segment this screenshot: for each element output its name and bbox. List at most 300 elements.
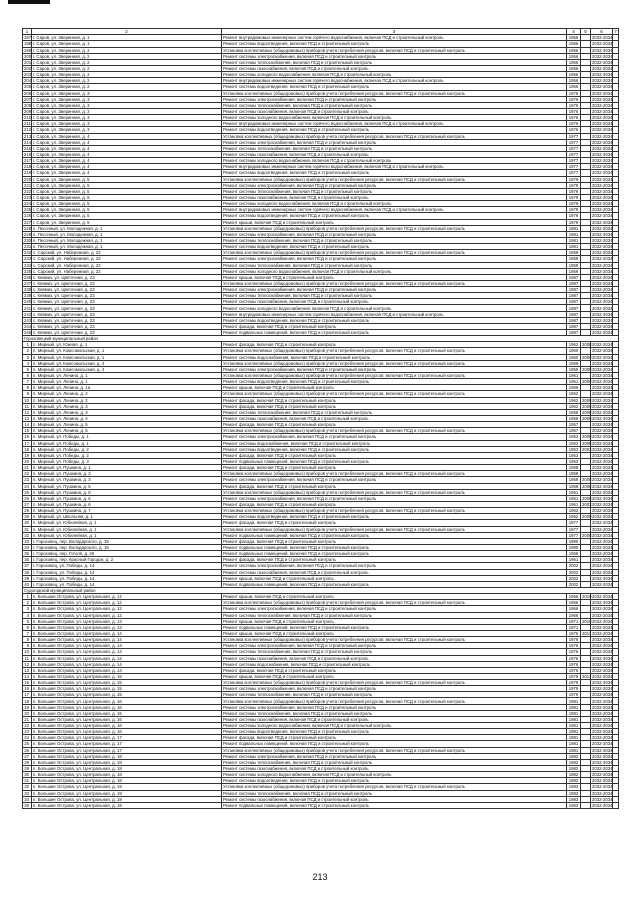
last-repair-year-cell: 2008 [582, 366, 592, 372]
work-type-cell: Ремонт фасада, включая ПСД и строительный контроль [222, 501, 567, 507]
build-year-cell: 1966 [567, 600, 581, 606]
header-cell: 4 [567, 29, 581, 35]
address-cell: п. Большие Острова, ул. Центральная, д. 16 [32, 729, 222, 735]
work-type-cell: Установка коллективных (общедомовых) приборов учета потребления ресурсов, включая ПСД и строительный контроль [222, 373, 567, 379]
work-type-cell: Ремонт системы водоснабжения, включая ПСД и строительный контроль [222, 354, 567, 360]
planned-period-cell: 2032-2034 [592, 250, 613, 256]
planned-period-cell: 2032-2034 [592, 551, 613, 557]
work-type-cell: Ремонт фасада, включая ПСД и строительный контроль [222, 403, 567, 409]
work-type-cell: Установка коллективных (общедомовых) приборов учета потребления ресурсов, включая ПСД и строительный контроль [222, 47, 567, 53]
address-cell: п. Мирный, ул. Победы, д. 1 [32, 440, 222, 446]
planned-period-cell: 2032-2034 [592, 237, 613, 243]
address-cell: г. Саров, ул. Зверинная, д. 5 [32, 194, 222, 200]
planned-period-cell: 2032-2034 [592, 299, 613, 305]
address-cell: г. Гороховец, ул. Победы, д. 14 [32, 569, 222, 575]
work-type-cell: Ремонт фасада, включая ПСД и строительный контроль [222, 557, 567, 563]
build-year-cell: 1981 [567, 716, 581, 722]
work-type-cell: Ремонт внутридомовых инженерных систем горячего водоснабжения, включая ПСД и строительный контроль [222, 35, 567, 41]
header-cell: 1 [23, 29, 32, 35]
address-cell: п. Большие Острова, ул. Центральная, д. 14 [32, 667, 222, 673]
planned-period-cell: 2032-2034 [592, 102, 613, 108]
work-type-cell: Ремонт системы газоснабжения, включая ПСД и строительный контроль [222, 569, 567, 575]
build-year-cell: 2002 [567, 581, 581, 587]
address-cell: п. Большие Острова, ул. Центральная, д. 14 [32, 630, 222, 636]
row-number: 15 [23, 428, 32, 434]
build-year-cell: 1982 [567, 759, 581, 765]
row-number: 212 [24, 127, 32, 133]
build-year-cell: 1976 [567, 127, 581, 133]
row-number: 218 [24, 164, 32, 170]
build-year-cell: 1990 [567, 544, 581, 550]
build-year-cell: 1987 [567, 293, 581, 299]
build-year-cell: 1971 [567, 618, 581, 624]
address-cell: п. Мирный, ул. Ленина, д. 5 [32, 428, 222, 434]
planned-period-cell: 2032-2034 [592, 311, 613, 317]
row-number: 235 [24, 268, 32, 274]
planned-period-cell: 2032-2034 [592, 379, 613, 385]
build-year-cell: 1982 [567, 778, 581, 784]
row-number: 18 [23, 698, 32, 704]
address-cell: г. Саров, ул. Зверинная, д. 4 [32, 170, 222, 176]
address-cell: п. Мирный, ул. Ленина, д. 1 [32, 379, 222, 385]
address-cell: г. Саров, ул. Зверинная, д. 3 [32, 108, 222, 114]
work-type-cell: Ремонт подвальных помещений, включая ПСД и строительный контроль [222, 544, 567, 550]
planned-period-cell: 2032-2034 [592, 397, 613, 403]
work-type-cell: Ремонт системы холодного водоснабжения, включая ПСД и строительный контроль [222, 115, 567, 121]
address-cell: п. Большие Острова, ул. Центральная, д. 18 [32, 759, 222, 765]
planned-period-cell: 2032-2034 [592, 563, 613, 569]
build-year-cell: 2002 [567, 569, 581, 575]
row-number: 27 [23, 753, 32, 759]
row-number: 201 [24, 59, 32, 65]
planned-period-cell: 2032-2034 [592, 502, 613, 507]
address-cell: п. Мирный, ул. Ленина, д. 2 [32, 397, 222, 403]
build-year-cell: 1956 [567, 72, 581, 78]
last-repair-year-cell: 2008 [582, 342, 592, 348]
row-number: 22 [23, 471, 32, 477]
work-type-cell: Установка коллективных (общедомовых) приборов учета потребления ресурсов, включая ПСД и строительный контроль [222, 133, 567, 139]
planned-period-cell: 2032-2034 [592, 330, 613, 336]
planned-period-cell: 2032-2034 [592, 207, 613, 213]
address-cell: г. Гороховец, пер. Красный Городок, д. 2 [32, 557, 222, 563]
build-year-cell: 1956 [567, 59, 581, 65]
build-year-cell: 1959 [567, 262, 581, 268]
address-cell: п. Песочный, ул. Молодежная, д. 1 [32, 244, 222, 250]
work-type-cell: Ремонт системы водоотведения, включая ПСД и строительный контроль [222, 317, 567, 323]
build-year-cell: 1953 [567, 434, 581, 440]
work-type-cell: Ремонт крыши, включая ПСД и строительный контроль [222, 219, 567, 225]
planned-period-cell: 2032-2034 [592, 305, 613, 311]
row-number: 225 [24, 207, 32, 213]
address-cell: п. Большие Острова, ул. Центральная, д. 18 [32, 778, 222, 784]
work-type-cell: Ремонт системы водоснабжения, включая ПСД и строительный контроль [222, 440, 567, 446]
work-type-cell: Ремонт системы водоотведения, включая ПСД и строительный контроль [222, 213, 567, 219]
work-type-cell: Ремонт фасада, включая ПСД и строительный контроль [222, 520, 567, 526]
planned-period-cell: 2032-2034 [592, 465, 613, 471]
planned-period-cell: 2032-2034 [592, 53, 613, 59]
row-number: 25 [23, 741, 32, 747]
work-type-cell: Ремонт системы электроснабжения, включая ПСД и строительный контроль [222, 477, 567, 483]
address-cell: г. Саров, ул. Зверинная, д. 2 [32, 72, 222, 78]
build-year-cell: 1962 [567, 342, 581, 348]
address-cell: г. Саров, ул. Зверинная, д. 5 [32, 182, 222, 188]
planned-period-cell: 2032-2034 [592, 483, 613, 489]
build-year-cell: 1958 [567, 471, 581, 477]
address-cell: п. Песочный, ул. Молодежная, д. 1 [32, 225, 222, 231]
row-number: 10 [23, 649, 32, 655]
work-type-cell: Установка коллективных (общедомовых) приборов учета потребления ресурсов, включая ПСД и строительный контроль [222, 391, 567, 397]
planned-period-cell: 2032-2034 [592, 354, 613, 360]
build-year-cell: 1966 [567, 594, 581, 600]
planned-period-cell: 2032-2034 [592, 735, 613, 741]
work-type-cell: Установка коллективных (общедомовых) приборов учета потребления ресурсов, включая ПСД и строительный контроль [222, 250, 567, 256]
row-number: 215 [24, 145, 32, 151]
row-number: 210 [24, 115, 32, 121]
planned-period-cell: 2032-2034 [592, 772, 613, 778]
work-type-cell: Ремонт системы электроснабжения, включая ПСД и строительный контроль [222, 753, 567, 759]
row-number: 38 [23, 569, 32, 575]
planned-period-cell: 2032-2034 [592, 692, 613, 698]
row-number: 34 [23, 544, 32, 550]
planned-period-cell: 2032-2034 [592, 753, 613, 759]
row-number: 244 [24, 323, 32, 329]
planned-period-cell: 2032-2034 [592, 477, 613, 483]
planned-period-cell: 2032-2034 [592, 127, 613, 133]
build-year-cell: 1987 [567, 299, 581, 305]
build-year-cell: 1976 [567, 643, 581, 649]
address-cell: г. Гороховец, ул. Победы, д. 14 [32, 563, 222, 569]
work-type-cell: Ремонт крыши, включая ПСД и строительный контроль [222, 274, 567, 280]
header-cell: 2 [32, 29, 222, 35]
address-cell: с. Кевмиз, ул. Цветочная, д. 23 [32, 330, 222, 336]
planned-period-cell: 2032-2034 [592, 201, 613, 207]
address-cell: г. Саров, ул. Зверинная, д. 1 [32, 35, 222, 41]
row-number: 33 [23, 538, 32, 544]
build-year-cell: 1966 [567, 385, 581, 391]
build-year-cell: 1979 [567, 182, 581, 188]
planned-period-cell: 2032-2034 [592, 514, 613, 520]
build-year-cell: 1982 [567, 772, 581, 778]
row-number: 238 [24, 287, 32, 293]
build-year-cell: 1981 [567, 237, 581, 243]
work-type-cell: Ремонт системы водоотведения, включая ПСД и строительный контроль [222, 379, 567, 385]
address-cell: п. Мирный, ул. Комсомольская, д. 1 [32, 348, 222, 354]
row-number: 13 [23, 667, 32, 673]
build-year-cell: 1953 [567, 440, 581, 446]
build-year-cell: 1981 [567, 698, 581, 704]
empty-cell [613, 802, 619, 808]
planned-period-cell: 2032-2034 [592, 489, 613, 495]
build-year-cell: 1958 [567, 416, 581, 422]
work-type-cell: Ремонт системы теплоснабжения, включая ПСД и строительный контроль [222, 710, 567, 716]
address-cell: г. Гороховец, пер. Володарского, д. 15 [32, 538, 222, 544]
planned-period-cell: 2032-2034 [592, 759, 613, 765]
build-year-cell: 1953 [567, 446, 581, 452]
work-type-cell: Ремонт системы газоснабжения, включая ПСД и строительный контроль [222, 766, 567, 772]
build-year-cell: 1961 [567, 489, 581, 495]
work-type-cell: Ремонт системы теплоснабжения, включая ПСД и строительный контроль [222, 237, 567, 243]
planned-period-cell: 2032-2034 [592, 710, 613, 716]
row-number: 36 [23, 557, 32, 563]
row-number: 226 [24, 213, 32, 219]
planned-period-cell: 2032-2034 [592, 194, 613, 200]
planned-period-cell: 2032-2034 [592, 526, 613, 532]
work-type-cell: Ремонт крыши, включая ПСД и строительный контроль [222, 385, 567, 391]
address-cell: п. Мирный, ул. Юбилейная, д. 1 [32, 526, 222, 532]
planned-period-cell: 2032-2034 [592, 581, 613, 587]
work-type-cell: Ремонт системы теплоснабжения, включая ПСД и строительный контроль [222, 59, 567, 65]
work-type-cell: Ремонт системы водоотведения, включая ПСД и строительный контроль [222, 778, 567, 784]
planned-period-cell: 2032-2034 [592, 741, 613, 747]
row-number: 40 [23, 581, 32, 587]
planned-period-cell: 2032-2034 [592, 416, 613, 422]
work-type-cell: Ремонт крыши, включая ПСД и строительный контроль [222, 673, 567, 679]
address-cell: г. Гороховец, ул. Победы, д. 14 [32, 575, 222, 581]
work-type-cell: Установка коллективных (общедомовых) приборов учета потребления ресурсов, включая ПСД и строительный контроль [222, 680, 567, 686]
planned-period-cell: 2032-2034 [592, 360, 613, 366]
row-number: 224 [24, 201, 32, 207]
planned-period-cell: 2032-2034 [592, 373, 613, 379]
row-number: 17 [23, 440, 32, 446]
planned-period-cell: 2032-2034 [592, 594, 613, 600]
work-type-cell: Ремонт системы электроснабжения, включая ПСД и строительный контроль [222, 366, 567, 372]
planned-period-cell: 2032-2034 [592, 434, 613, 440]
address-cell: п. Мирный, ул. Ленина, д. 4 [32, 416, 222, 422]
build-year-cell: 1976 [567, 108, 581, 114]
row-number: 12 [23, 661, 32, 667]
planned-period-cell: 2032-2034 [592, 115, 613, 121]
row-number: 14 [23, 673, 32, 679]
work-type-cell: Ремонт внутридомовых инженерных систем горячего водоснабжения, включая ПСД и строительный контроль [222, 164, 567, 170]
address-cell: п. Большие Острова, ул. Центральная, д. 12 [32, 594, 222, 600]
build-year-cell: 1958 [567, 477, 581, 483]
planned-period-cell: 2032-2034 [592, 66, 613, 72]
address-cell: п. Большие Острова, ул. Центральная, д. 16 [32, 698, 222, 704]
planned-period-cell: 2032-2034 [592, 280, 613, 286]
row-number: 19 [23, 704, 32, 710]
row-number: 200 [24, 53, 32, 59]
work-type-cell: Ремонт фасада, включая ПСД и строительный контроль [222, 323, 567, 329]
row-number: 24 [23, 735, 32, 741]
work-type-cell: Ремонт системы холодного водоснабжения, включая ПСД и строительный контроль [222, 158, 567, 164]
planned-period-cell: 2032-2034 [592, 649, 613, 655]
last-repair-year-cell: 2008 [582, 495, 592, 501]
planned-period-cell: 2032-2034 [592, 403, 613, 409]
row-number: 28 [23, 759, 32, 765]
planned-period-cell: 2032-2034 [592, 72, 613, 78]
address-cell: г. Саров, ул. Зверинная, д. 5 [32, 201, 222, 207]
build-year-cell: 1976 [567, 667, 581, 673]
planned-period-cell: 2032-2034 [592, 452, 613, 458]
build-year-cell: 1977 [567, 158, 581, 164]
last-repair-year-cell: 2010 [582, 594, 592, 600]
planned-period-cell: 2032-2034 [592, 790, 613, 796]
address-cell: п. Мирный, ул. Ленина, д. 5 [32, 422, 222, 428]
build-year-cell: 1960 [567, 354, 581, 360]
last-repair-year-cell: 2010 [582, 618, 592, 624]
address-cell: п. Большие Острова, ул. Центральная, д. 16 [32, 710, 222, 716]
row-number: 21 [23, 465, 32, 471]
row-number: 220 [24, 176, 32, 182]
work-type-cell: Установка коллективных (общедомовых) приборов учета потребления ресурсов, включая ПСД и строительный контроль [222, 428, 567, 434]
planned-period-cell: 2032-2034 [592, 219, 613, 225]
planned-period-cell: 2032-2034 [592, 84, 613, 90]
build-year-cell: 1959 [567, 366, 581, 372]
address-cell: п. Большие Острова, ул. Центральная, д. 16 [32, 723, 222, 729]
work-type-cell: Ремонт фасада, включая ПСД и строительный контроль [222, 465, 567, 471]
build-year-cell: 1957 [567, 422, 581, 428]
work-type-cell: Ремонт фасада, включая ПСД и строительный контроль [222, 422, 567, 428]
address-cell: с. Сарский, ул. Набережная, д. 22 [32, 262, 222, 268]
build-year-cell: 1976 [567, 90, 581, 96]
last-repair-year-cell [581, 802, 591, 808]
work-type-cell: Ремонт системы электроснабжения, включая ПСД и строительный контроль [222, 287, 567, 293]
planned-period-cell: 2032-2034 [592, 544, 613, 550]
build-year-cell: 1956 [567, 53, 581, 59]
row-number: 30 [23, 772, 32, 778]
work-type-cell: Ремонт системы теплоснабжения, включая ПСД и строительный контроль [222, 145, 567, 151]
build-year-cell: 1981 [567, 704, 581, 710]
planned-period-cell: 2032-2034 [592, 428, 613, 434]
build-year-cell: 1981 [567, 244, 581, 250]
address-cell: п. Большие Острова, ул. Центральная, д. 14 [32, 649, 222, 655]
row-number: 202 [24, 66, 32, 72]
work-type-cell: Ремонт системы газоснабжения, включая ПСД и строительный контроль [222, 108, 567, 114]
work-type-cell: Ремонт системы электроснабжения, включая ПСД и строительный контроль [222, 643, 567, 649]
address-cell: п. Большие Острова, ул. Центральная, д. 17 [32, 741, 222, 747]
planned-period-cell: 2032-2034 [592, 96, 613, 102]
address-cell: п. Большие Острова, ул. Центральная, д. 18 [32, 772, 222, 778]
build-year-cell: 1977 [567, 520, 581, 526]
row-number: 5 [23, 618, 32, 624]
address-cell: с. Кевмиз, ул. Цветочная, д. 23 [32, 287, 222, 293]
build-year-cell: 1981 [567, 729, 581, 735]
work-type-cell: Ремонт системы газоснабжения, включая ПСД и строительный контроль [222, 299, 567, 305]
work-type-cell: Ремонт подвальных помещений, включая ПСД и строительный контроль [222, 532, 567, 538]
build-year-cell: 1961 [567, 501, 581, 507]
planned-period-cell: 2032-2034 [592, 624, 613, 630]
planned-period-cell: 2032-2034 [592, 59, 613, 65]
planned-period-cell: 2032-2034 [592, 41, 613, 47]
address-cell: п. Большие Острова, ул. Центральная, д. 15 [32, 686, 222, 692]
work-type-cell: Ремонт системы теплоснабжения, включая ПСД и строительный контроль [222, 293, 567, 299]
planned-period-cell: 2032-2034 [592, 244, 613, 250]
last-repair-year-cell: 2008 [582, 483, 592, 489]
address-cell: г. Саров, ул. Зверинная, д. 5 [32, 219, 222, 225]
last-repair-year-cell: 2009 [582, 379, 592, 385]
build-year-cell: 1981 [567, 741, 581, 747]
work-type-cell: Ремонт системы теплоснабжения, включая ПСД и строительный контроль [222, 692, 567, 698]
row-number: 221 [24, 182, 32, 188]
row-number: 23 [23, 477, 32, 483]
work-type-cell: Установка коллективных (общедомовых) приборов учета потребления ресурсов, включая ПСД и строительный контроль [222, 360, 567, 366]
row-number: 30 [23, 520, 32, 526]
row-number: 29 [23, 514, 32, 520]
row-number: 239 [24, 293, 32, 299]
planned-period-cell: 2032-2034 [592, 164, 613, 170]
planned-period-cell: 2032-2034 [592, 802, 613, 808]
build-year-cell: 1976 [567, 102, 581, 108]
row-number: 27 [23, 501, 32, 507]
build-year-cell: 1968 [567, 551, 581, 557]
row-number: 208 [24, 102, 32, 108]
build-year-cell: 1977 [567, 145, 581, 151]
planned-period-cell: 2032-2034 [592, 557, 613, 563]
address-cell: г. Саров, ул. Зверинная, д. 1 [32, 41, 222, 47]
work-type-cell: Ремонт системы теплоснабжения, включая ПСД и строительный контроль [222, 759, 567, 765]
build-year-cell: 1962 [567, 391, 581, 397]
row-number: 11 [23, 403, 32, 409]
row-number: 219 [24, 170, 32, 176]
row-number: 2 [23, 600, 32, 606]
planned-period-cell: 2032-2034 [592, 176, 613, 182]
address-cell: г. Гороховец, ул. Победы, д. 14 [32, 581, 222, 587]
address-cell: п. Большие Острова, ул. Центральная, д. 19 [32, 796, 222, 802]
planned-period-cell: 2032-2034 [592, 342, 613, 348]
address-cell: п. Мирный, ул. Ленина, д. 1 [32, 373, 222, 379]
address-cell: п. Мирный, ул. Ленина, д. 1а [32, 385, 222, 391]
row-number: 29 [23, 766, 32, 772]
row-number: 9 [23, 391, 32, 397]
address-cell: п. Мирный, ул. Пушкина, д. 6 [32, 489, 222, 495]
address-cell: г. Саров, ул. Зверинная, д. 3 [32, 90, 222, 96]
build-year-cell: 1987 [567, 311, 581, 317]
row-number: 237 [24, 280, 32, 286]
planned-period-cell: 2032-2034 [592, 293, 613, 299]
build-year-cell: 2002 [567, 563, 581, 569]
planned-period-cell: 2032-2034 [592, 667, 613, 673]
row-number: 227 [24, 219, 32, 225]
build-year-cell: 1981 [567, 225, 581, 231]
build-year-cell: 1977 [567, 133, 581, 139]
top-rule [8, 0, 50, 4]
planned-period-cell: 2032-2034 [592, 538, 613, 544]
row-number: 207 [24, 96, 32, 102]
planned-period-cell: 2032-2034 [592, 139, 613, 145]
document-page [22, 28, 618, 866]
address-cell: с. Кевмиз, ул. Цветочная, д. 23 [32, 299, 222, 305]
planned-period-cell: 2032-2034 [592, 661, 613, 667]
address-cell: п. Большие Острова, ул. Центральная, д. 18 [32, 753, 222, 759]
address-cell: п. Мирный, ул. Пушкина, д. 7 [32, 508, 222, 514]
row-number: 234 [24, 262, 32, 268]
build-year-cell: 1979 [567, 686, 581, 692]
planned-period-cell: 2032-2034 [592, 385, 613, 391]
address-cell: п. Мирный, ул. Ленина, д. 3 [32, 409, 222, 415]
work-type-cell: Установка коллективных (общедомовых) приборов учета потребления ресурсов, включая ПСД и строительный контроль [222, 489, 567, 495]
last-repair-year-cell: 2003 [582, 502, 592, 507]
planned-period-cell: 2032-2034 [592, 630, 613, 636]
planned-period-cell: 2032-2034 [592, 459, 613, 465]
planned-period-cell: 2032-2034 [592, 151, 613, 157]
section-title: Гороховецкий муниципальный район [23, 336, 619, 342]
address-cell: п. Большие Острова, ул. Центральная, д. 17 [32, 747, 222, 753]
planned-period-cell: 2032-2034 [592, 170, 613, 176]
work-type-cell: Ремонт внутридомовых инженерных систем горячего водоснабжения, включая ПСД и строительный контроль [222, 207, 567, 213]
build-year-cell: 1976 [567, 115, 581, 121]
planned-period-cell: 2032-2034 [592, 704, 613, 710]
header-cell: 5 [581, 29, 591, 35]
planned-period-cell: 2032-2034 [592, 348, 613, 354]
row-number: 21 [23, 716, 32, 722]
build-year-cell: 1959 [567, 360, 581, 366]
address-cell: г. Саров, ул. Зверинная, д. 5 [32, 176, 222, 182]
build-year-cell: 1979 [567, 692, 581, 698]
planned-period-cell: 2032-2034 [592, 784, 613, 790]
work-type-cell: Ремонт системы газоснабжения, включая ПСД и строительный контроль [222, 716, 567, 722]
address-cell: п. Мирный, ул. Пушкина, д. 6 [32, 501, 222, 507]
address-cell: п. Мирный, ул. Победы, д. 2 [32, 452, 222, 458]
